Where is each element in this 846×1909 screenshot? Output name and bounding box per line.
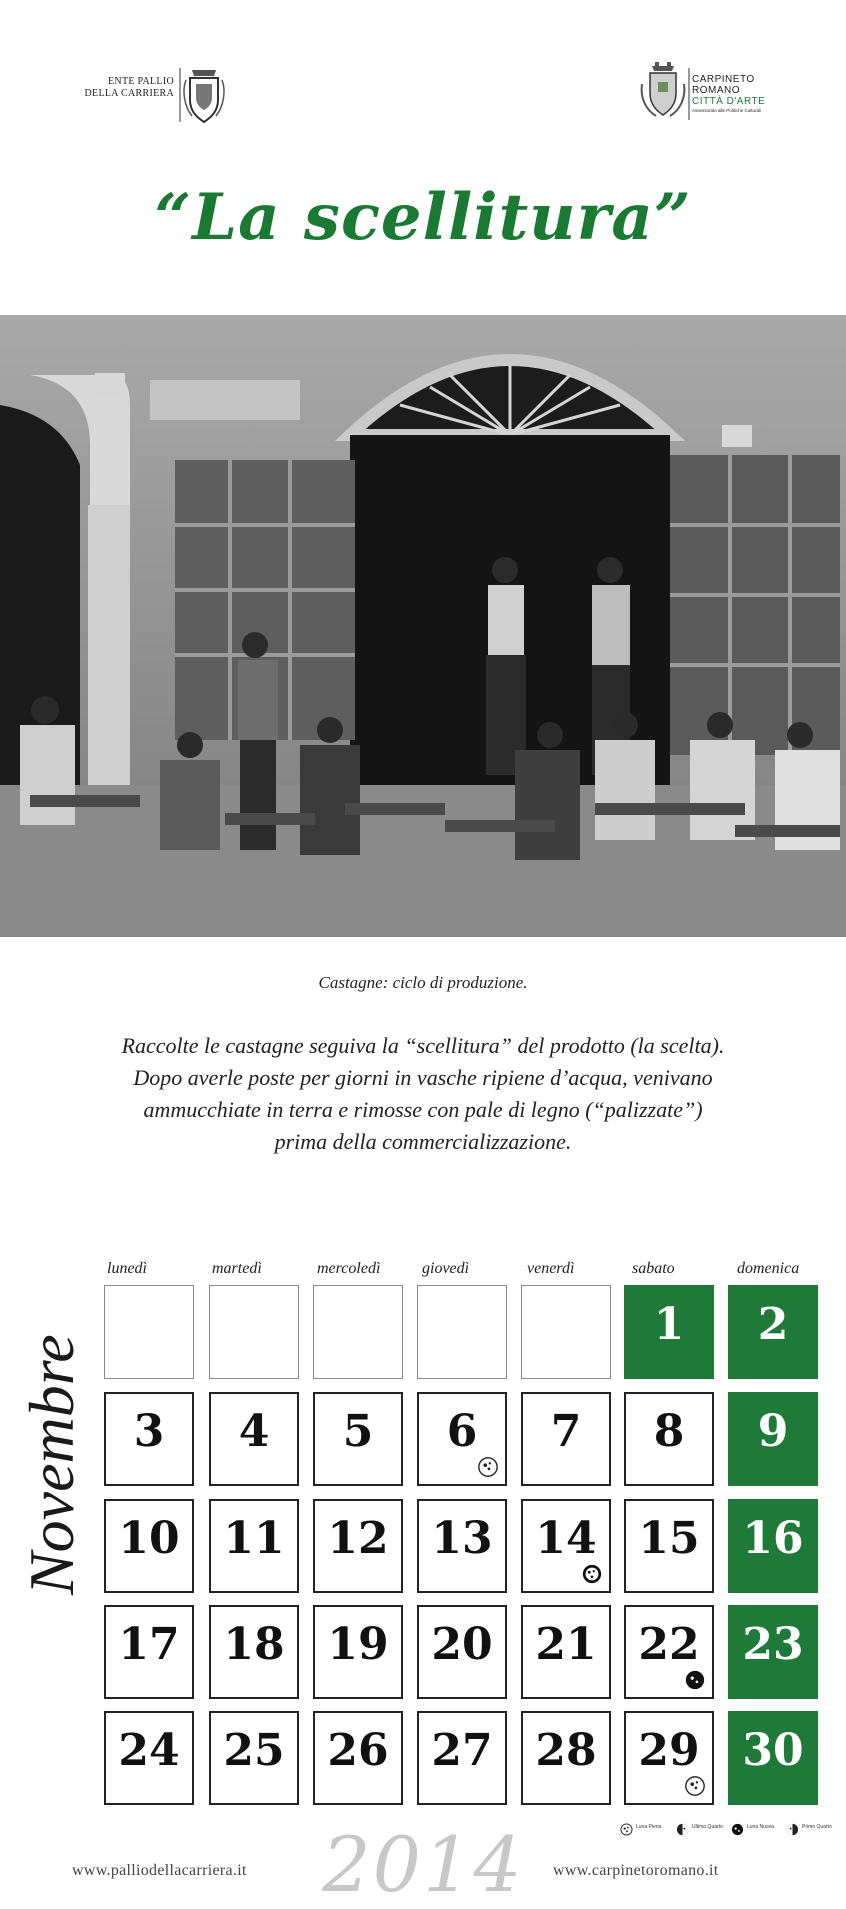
description-line: ammucchiate in terra e rimosse con pale di legno (“palizzate”) <box>143 1097 703 1122</box>
calendar-day-empty <box>417 1285 507 1379</box>
day-number: 2 <box>757 1299 789 1350</box>
calendar-day-4 <box>209 1392 299 1486</box>
town-crest-icon <box>636 60 690 130</box>
weekday-tuesday: martedì <box>212 1260 262 1277</box>
calendar-day-12 <box>313 1499 403 1593</box>
day-number: 23 <box>742 1619 804 1670</box>
logo-left-text <box>74 76 174 100</box>
logo-right-line1: CARPINETO <box>692 74 755 85</box>
day-number: 29 <box>638 1725 700 1776</box>
calendar-day-20 <box>417 1605 507 1699</box>
calendar-day-3 <box>104 1392 194 1486</box>
calendar-day-15 <box>624 1499 714 1593</box>
day-number: 4 <box>238 1406 270 1457</box>
logo-right-line3: CITTÀ D'ARTE <box>692 96 766 107</box>
day-number: 19 <box>327 1619 389 1670</box>
logo-right-line4: Assessorato alle Politiche Culturali <box>692 108 762 113</box>
day-number: 9 <box>757 1406 789 1457</box>
weekday-saturday: sabato <box>632 1260 675 1277</box>
luna-piena-icon <box>581 1563 603 1585</box>
day-number: 8 <box>653 1406 685 1457</box>
calendar-day-10 <box>104 1499 194 1593</box>
day-number: 21 <box>535 1619 597 1670</box>
calendar-day-19 <box>313 1605 403 1699</box>
day-number: 25 <box>223 1725 285 1776</box>
calendar-day-27 <box>417 1711 507 1805</box>
historical-photo <box>0 315 846 937</box>
day-number: 11 <box>223 1513 285 1564</box>
calendar-day-empty <box>104 1285 194 1379</box>
calendar-day-28 <box>521 1711 611 1805</box>
legend-label: Ultimo Quarto <box>692 1824 723 1830</box>
legend-label: Luna Piena <box>636 1824 662 1830</box>
calendar-day-empty <box>313 1285 403 1379</box>
day-number: 27 <box>431 1725 493 1776</box>
calendar-day-29 <box>624 1711 714 1805</box>
calendar-day-13 <box>417 1499 507 1593</box>
calendar-day-8 <box>624 1392 714 1486</box>
day-number: 26 <box>327 1725 389 1776</box>
calendar-day-17 <box>104 1605 194 1699</box>
day-number: 30 <box>742 1725 804 1776</box>
month-name: Novembre <box>16 1334 87 1595</box>
day-number: 3 <box>133 1406 165 1457</box>
year-watermark: 2014 <box>322 1820 524 1909</box>
calendar-day-empty <box>209 1285 299 1379</box>
calendar-day-7 <box>521 1392 611 1486</box>
photo-caption: Castagne: ciclo di produzione. <box>318 973 528 992</box>
luna-nuova-icon <box>684 1669 706 1691</box>
primo-quarto-icon <box>684 1775 706 1797</box>
logo-carpineto-romano <box>636 60 776 130</box>
calendar-day-18 <box>209 1605 299 1699</box>
day-number: 17 <box>118 1619 180 1670</box>
weekday-monday: lunedì <box>107 1260 147 1277</box>
day-number: 1 <box>653 1299 685 1350</box>
calendar-day-21 <box>521 1605 611 1699</box>
day-number: 22 <box>638 1619 700 1670</box>
page-title: “La scellitura” <box>154 180 692 255</box>
calendar-day-5 <box>313 1392 403 1486</box>
day-number: 14 <box>535 1513 597 1564</box>
footer-link-carpineto[interactable]: www.carpinetoromano.it <box>553 1862 719 1879</box>
day-number: 24 <box>118 1725 180 1776</box>
logo-right-line2: ROMANO <box>692 85 740 96</box>
calendar-day-1 <box>624 1285 714 1379</box>
description-line: Raccolte le castagne seguiva la “scellitura” del prodotto (la scelta). <box>121 1033 725 1058</box>
day-number: 15 <box>638 1513 700 1564</box>
day-number: 13 <box>431 1513 493 1564</box>
crest-icon <box>178 60 230 130</box>
description <box>70 1030 776 1158</box>
weekday-sunday: domenica <box>737 1260 800 1277</box>
calendar-day-26 <box>313 1711 403 1805</box>
logo-left-line2: DELLA CARRIERA <box>84 88 174 99</box>
calendar-day-23 <box>728 1605 818 1699</box>
calendar-day-empty <box>521 1285 611 1379</box>
calendar-day-11 <box>209 1499 299 1593</box>
calendar-day-25 <box>209 1711 299 1805</box>
day-number: 7 <box>550 1406 582 1457</box>
legend-label: Primo Quarto <box>802 1824 832 1830</box>
weekday-wednesday: mercoledì <box>317 1260 381 1277</box>
day-number: 20 <box>431 1619 493 1670</box>
weekday-thursday: giovedì <box>422 1260 470 1277</box>
logo-ente-pallio <box>74 60 234 130</box>
calendar-day-30 <box>728 1711 818 1805</box>
calendar-day-22 <box>624 1605 714 1699</box>
description-line: Dopo averle poste per giorni in vasche ripiene d’acqua, venivano <box>133 1065 713 1090</box>
day-number: 18 <box>223 1619 285 1670</box>
calendar-day-24 <box>104 1711 194 1805</box>
day-number: 28 <box>535 1725 597 1776</box>
day-number: 16 <box>742 1513 804 1564</box>
day-number: 12 <box>327 1513 389 1564</box>
description-line: prima della commercializzazione. <box>274 1129 572 1154</box>
weekday-friday: venerdì <box>527 1260 575 1277</box>
footer-link-pallio[interactable]: www.palliodellacarriera.it <box>72 1862 247 1879</box>
calendar-day-6 <box>417 1392 507 1486</box>
day-number: 6 <box>446 1406 478 1457</box>
day-number: 10 <box>118 1513 180 1564</box>
calendar-day-2 <box>728 1285 818 1379</box>
primo-quarto-icon <box>477 1456 499 1478</box>
legend-label: Luna Nuova <box>747 1824 774 1830</box>
day-number: 5 <box>342 1406 374 1457</box>
logo-right-text <box>692 74 765 114</box>
calendar-day-9 <box>728 1392 818 1486</box>
logo-left-line1: ENTE PALLIO <box>108 76 174 87</box>
photo-illustration <box>0 315 846 937</box>
calendar-day-14 <box>521 1499 611 1593</box>
calendar-day-16 <box>728 1499 818 1593</box>
